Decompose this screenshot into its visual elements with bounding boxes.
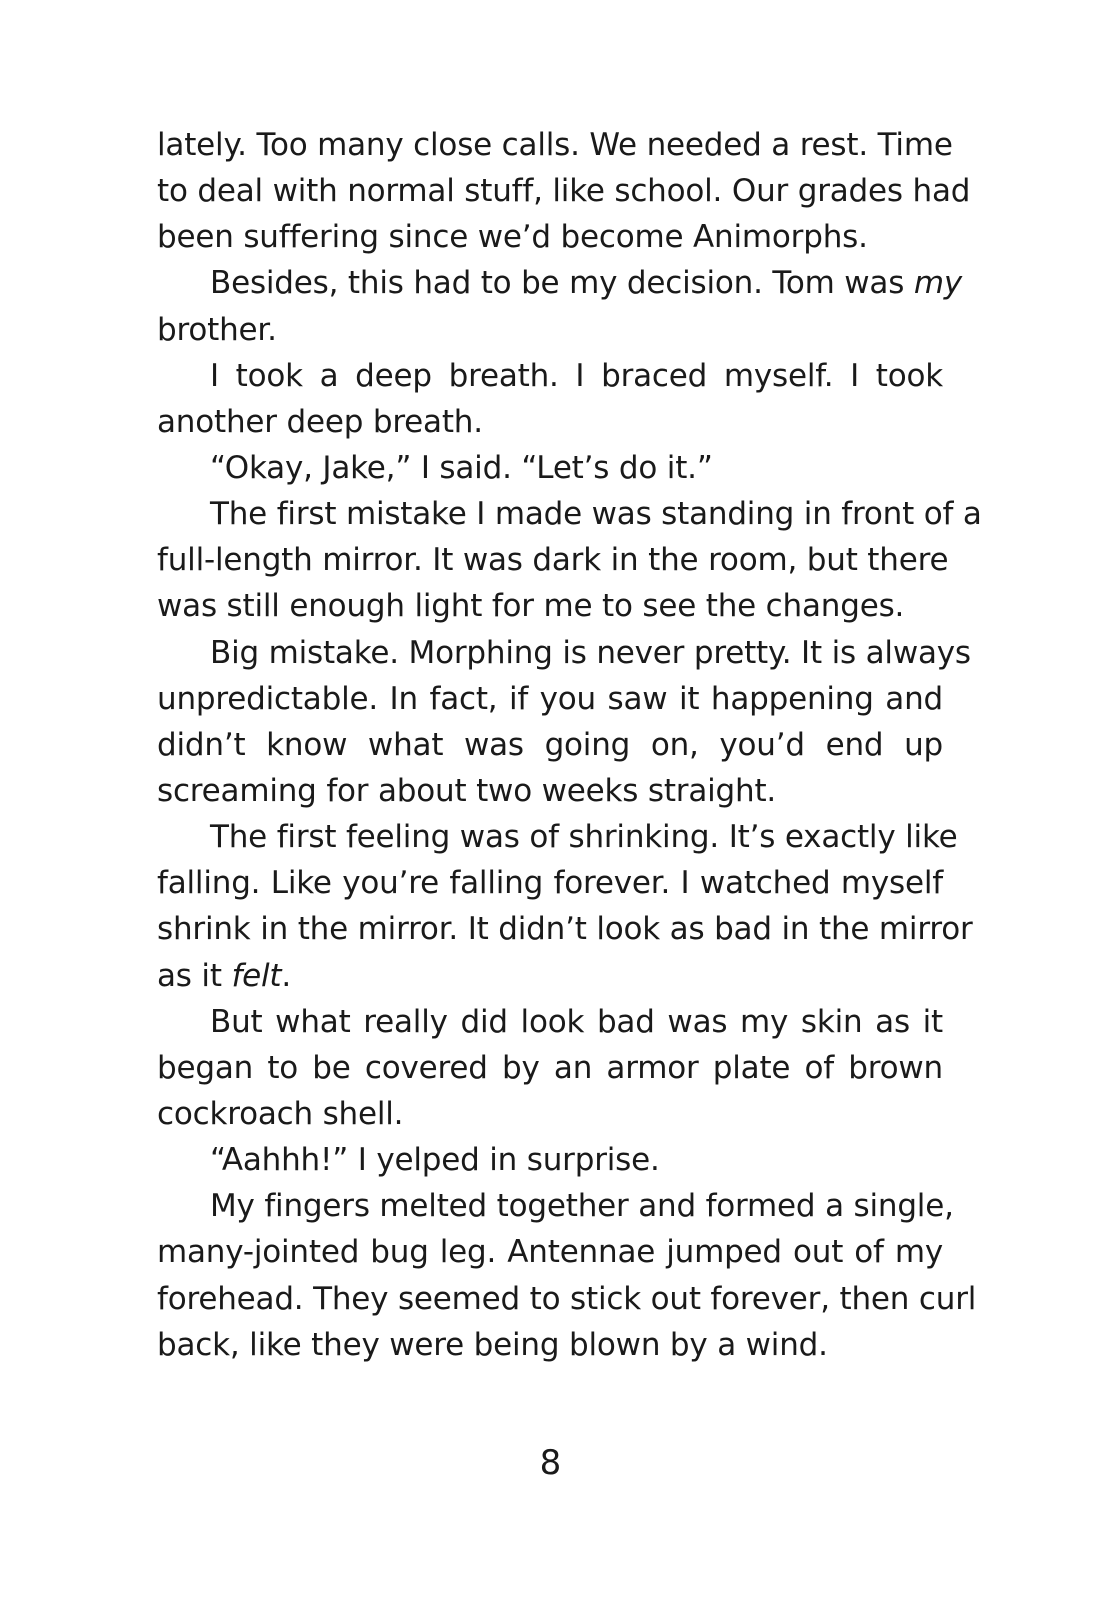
text-line: But what really did look bad was my skin as it <box>210 1003 943 1040</box>
text-line: “Aahhh!” I yelped in surprise. <box>210 1142 660 1179</box>
italic-text: felt <box>231 957 282 994</box>
text-segment: Besides, this had to be my decision. Tom was <box>210 265 905 302</box>
text-line: began to be covered by an armor plate of brown <box>157 1049 943 1086</box>
text-line: cockroach shell. <box>157 1095 404 1132</box>
text-line: been suffering since we’d become Animorphs. <box>157 219 868 256</box>
text-segment: . <box>281 957 292 994</box>
text-line: another deep breath. <box>157 403 483 440</box>
text-line: full-length mirror. It was dark in the room, but there <box>157 542 949 579</box>
body-text <box>157 122 982 1368</box>
text-line: “Okay, Jake,” I said. “Let’s do it.” <box>210 449 713 486</box>
text-line: falling. Like you’re falling forever. I watched myself <box>157 865 943 902</box>
text-line <box>157 260 962 306</box>
text-line: was still enough light for me to see the changes. <box>157 588 905 625</box>
text-line: back, like they were being blown by a wind. <box>157 1326 828 1363</box>
text-line: shrink in the mirror. It didn’t look as bad in the mirror <box>157 911 973 948</box>
text-line: The first mistake I made was standing in front of a <box>210 496 982 533</box>
text-line: didn’t know what was going on, you’d end up <box>157 726 943 763</box>
text-segment: as it <box>157 957 232 994</box>
text-line: brother. <box>157 311 277 348</box>
text-line: screaming for about two weeks straight. <box>157 772 777 809</box>
text-line: forehead. They seemed to stick out forever, then curl <box>157 1280 977 1317</box>
page-number: 8 <box>539 1443 562 1483</box>
text-line: to deal with normal stuff, like school. Our grades had <box>157 173 971 210</box>
text-line: many-jointed bug leg. Antennae jumped out of my <box>157 1234 943 1271</box>
text-line: unpredictable. In fact, if you saw it happening and <box>157 680 943 717</box>
text-line: Big mistake. Morphing is never pretty. It is always <box>210 634 971 671</box>
text-line: The first feeling was of shrinking. It’s exactly like <box>210 819 958 856</box>
text-line: I took a deep breath. I braced myself. I took <box>210 357 943 394</box>
italic-text: my <box>913 265 962 302</box>
text-line: My fingers melted together and formed a single, <box>210 1188 954 1225</box>
text-line <box>157 953 943 999</box>
text-line: lately. Too many close calls. We needed a rest. Time <box>157 127 953 163</box>
